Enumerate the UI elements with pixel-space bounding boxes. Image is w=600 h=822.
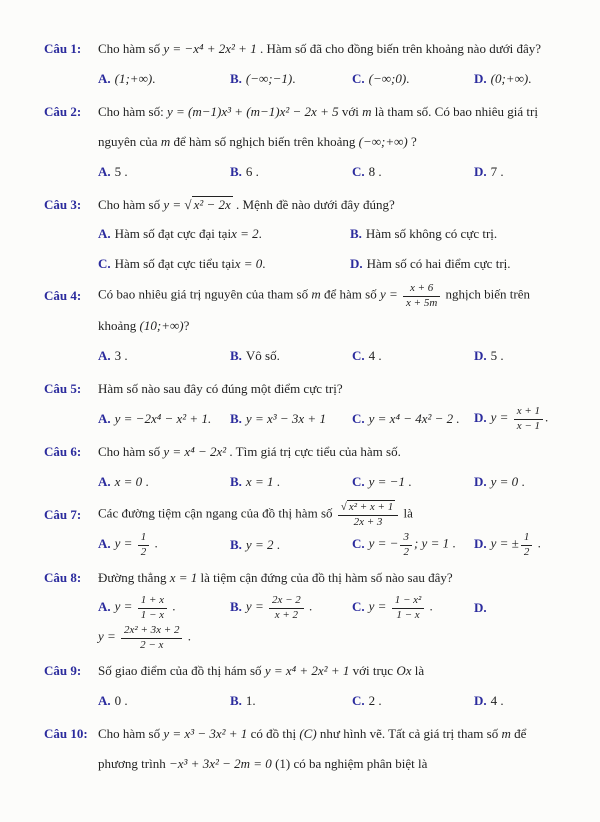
- text-run: Cho hàm số:: [98, 103, 167, 119]
- text-run: .: [169, 598, 176, 614]
- question-3: [44, 190, 574, 278]
- fraction-numerator: 1: [140, 531, 147, 544]
- text-run: phương trình: [98, 755, 169, 771]
- question-text: [98, 569, 574, 588]
- option-label: D.: [474, 600, 487, 615]
- option-label: B.: [230, 411, 242, 426]
- option-label: B.: [230, 693, 242, 708]
- option-c: [98, 250, 346, 278]
- text-run: Số giao điểm của đồ thị hám số: [98, 662, 265, 678]
- question-label: Câu 9:: [44, 663, 82, 678]
- math-run: y = (m−1)x³ + (m−1)x² − 2x + 5: [166, 103, 339, 119]
- option-d: [350, 250, 574, 278]
- math-fraction: [138, 594, 167, 621]
- text-run: Cho hàm số: [98, 196, 164, 212]
- question-text: [98, 40, 574, 59]
- text-run: .: [545, 409, 549, 425]
- text-run: .: [273, 474, 280, 489]
- option-label: C.: [352, 598, 365, 614]
- question-label: Câu 5:: [44, 381, 82, 396]
- math-run: (−∞;0): [368, 71, 407, 86]
- text-run: .: [426, 598, 433, 614]
- text-run: để hàm số: [320, 286, 380, 302]
- math-run: y = −x⁴ + 2x² + 1: [163, 40, 257, 56]
- question-line: [44, 374, 574, 404]
- text-run: Các đường tiệm cận ngang của đồ thị hàm số: [98, 505, 336, 521]
- fraction-numerator: 2x² + 3x + 2: [124, 624, 180, 637]
- text-run: .: [528, 71, 532, 86]
- question-5: [44, 374, 574, 434]
- math-fraction: [338, 501, 398, 528]
- option-label: B.: [230, 474, 242, 489]
- math-run: y = ±: [490, 535, 519, 551]
- text-run: có đồ thị: [247, 725, 300, 741]
- math-run: Ox: [396, 662, 412, 678]
- text-run: để hàm số nghịch biến trên khoảng: [170, 133, 359, 149]
- sqrt-expression: [341, 500, 395, 513]
- option-c: [352, 474, 470, 490]
- option-d: [474, 164, 574, 180]
- option-label: A.: [98, 693, 111, 708]
- options-row: [98, 593, 574, 623]
- math-run: x = 2: [231, 226, 259, 241]
- math-fraction: [269, 594, 304, 621]
- question-text: [98, 662, 574, 681]
- question-text: [98, 725, 574, 744]
- math-run: y =: [114, 535, 136, 551]
- options-row: [98, 467, 574, 497]
- radicand: x² + x + 1: [348, 501, 394, 514]
- math-run: ; y = 1: [413, 535, 450, 551]
- math-run: y =: [368, 598, 390, 614]
- math-run: y = −: [368, 535, 399, 551]
- text-run: khoảng: [98, 317, 140, 333]
- question-line: [44, 656, 574, 686]
- math-fraction: [121, 624, 182, 651]
- math-fraction: [521, 531, 533, 558]
- option-label: D.: [474, 693, 487, 708]
- text-run: là tham số. Có bao nhiêu giá trị: [371, 103, 538, 119]
- options-row: [98, 686, 574, 716]
- question-text: [98, 317, 574, 336]
- math-run: y =: [245, 598, 267, 614]
- option-c: [352, 164, 470, 180]
- option-label: C.: [352, 348, 365, 363]
- option-label: B.: [230, 598, 242, 614]
- fraction-numerator: x + 6: [410, 282, 434, 295]
- question-line: [44, 127, 574, 157]
- option-d: [474, 693, 574, 709]
- math-run: m: [501, 725, 511, 741]
- option-a: [98, 71, 226, 87]
- option-b: [230, 537, 348, 553]
- option-label: B.: [230, 537, 242, 552]
- option-label: A.: [98, 598, 111, 614]
- text-run: .: [518, 474, 525, 489]
- math-run: x = 1: [169, 569, 198, 585]
- option-c: [352, 594, 470, 621]
- question-text: [98, 133, 574, 152]
- question-text: [98, 443, 574, 462]
- option-label: A.: [98, 71, 111, 86]
- text-run: 7 .: [490, 164, 504, 179]
- fraction-denominator: 2x + 3: [338, 515, 398, 529]
- text-run: với: [338, 103, 363, 119]
- options-row: [98, 64, 574, 94]
- options-row: [98, 341, 574, 371]
- text-run: Hàm số nào sau đây có đúng một điểm cực trị?: [98, 380, 343, 396]
- option-label: D.: [350, 256, 363, 271]
- text-run: 3 .: [114, 348, 128, 363]
- option-a: [98, 531, 226, 558]
- text-run: .: [292, 71, 296, 86]
- text-run: Hàm số đạt cực đại tại: [114, 226, 232, 241]
- math-run: y =: [114, 598, 136, 614]
- text-run: . Mệnh đề nào dưới đây đúng?: [232, 196, 395, 212]
- math-run: y = x⁴ + 2x² + 1: [264, 662, 350, 678]
- math-run: y =: [98, 628, 120, 644]
- text-run: .: [534, 535, 541, 551]
- fraction-numerator: 1 + x: [140, 594, 164, 607]
- text-run: 4 .: [490, 693, 504, 708]
- option-a: [98, 220, 346, 248]
- option-d: [474, 531, 574, 558]
- fraction-denominator: x − 1: [514, 419, 543, 433]
- text-run: 6 .: [245, 164, 259, 179]
- math-run: y = x³ − 3x + 1: [245, 411, 326, 426]
- fraction-denominator: 2: [138, 545, 150, 559]
- math-fraction: [403, 282, 440, 309]
- question-line: [44, 563, 574, 593]
- math-run: y = 2: [245, 537, 274, 552]
- option-label: B.: [230, 164, 242, 179]
- option-label: D.: [474, 409, 487, 425]
- question-6: [44, 437, 574, 497]
- fraction-numerator: x + 1: [516, 405, 540, 418]
- question-line: [44, 281, 574, 311]
- text-run: . Tìm giá trị cực tiểu của hàm số.: [226, 443, 401, 459]
- question-text: [98, 103, 574, 122]
- text-run: .: [151, 535, 158, 551]
- option-a: [98, 693, 226, 709]
- text-run: 1.: [245, 693, 256, 708]
- math-run: x = 0: [114, 474, 143, 489]
- question-line: [44, 437, 574, 467]
- text-run: .: [258, 226, 262, 241]
- text-run: Vô số.: [245, 348, 280, 363]
- text-run: là: [400, 505, 413, 521]
- question-line: [44, 719, 574, 749]
- option-b: [230, 348, 348, 364]
- radical-sign: √: [340, 501, 347, 514]
- question-line: [44, 500, 574, 530]
- option-label: D.: [474, 348, 487, 363]
- option-c: [352, 693, 470, 709]
- option-label: B.: [350, 226, 362, 241]
- text-run: .: [406, 71, 410, 86]
- math-run: m: [362, 103, 372, 119]
- text-run: nguyên của: [98, 133, 161, 149]
- question-label: Câu 7:: [44, 507, 82, 522]
- option-a: [98, 474, 226, 490]
- option-label: D.: [474, 164, 487, 179]
- math-run: y = x⁴ − 4x² − 2 .: [368, 411, 460, 426]
- text-run: Đường thẳng: [98, 569, 170, 585]
- option-label: C.: [98, 256, 111, 271]
- text-run: Hàm số đạt cực tiểu tại: [114, 256, 235, 271]
- option-d: [474, 348, 574, 364]
- question-4: [44, 281, 574, 371]
- option-label: A.: [98, 226, 111, 241]
- options-row: [98, 404, 574, 434]
- option-a: [98, 411, 226, 427]
- text-run: Cho hàm số: [98, 725, 164, 741]
- fraction-denominator: 2 − x: [121, 638, 182, 652]
- option-label: C.: [352, 693, 365, 708]
- option-d: [474, 474, 574, 490]
- math-run: y = x⁴ − 2x²: [163, 443, 227, 459]
- math-run: y =: [490, 409, 512, 425]
- math-run: y =: [379, 286, 402, 302]
- question-10: [44, 719, 574, 779]
- option-b: [230, 164, 348, 180]
- question-label: Câu 3:: [44, 197, 82, 212]
- question-1: [44, 34, 574, 94]
- option-b: [230, 594, 348, 621]
- math-fraction: [392, 594, 425, 621]
- fraction-denominator: x + 2: [269, 608, 304, 622]
- option-d: [474, 600, 574, 616]
- question-9: [44, 656, 574, 716]
- option-label: B.: [230, 348, 242, 363]
- option-b: [230, 71, 348, 87]
- text-run: Cho hàm số: [98, 443, 164, 459]
- question-text: [98, 282, 574, 309]
- text-run: nghịch biến trên: [442, 286, 531, 302]
- fraction-numerator: 3: [403, 531, 409, 544]
- option-label: C.: [352, 164, 365, 179]
- text-run: 0 .: [114, 693, 128, 708]
- question-label: Câu 6:: [44, 444, 82, 459]
- sqrt-expression: [184, 196, 232, 212]
- text-run: .: [142, 474, 149, 489]
- text-run: .: [273, 537, 280, 552]
- fraction-numerator: 1: [523, 531, 530, 544]
- fraction-denominator: 2: [400, 545, 412, 559]
- question-line: [44, 190, 574, 220]
- math-run: (−∞;+∞): [358, 133, 408, 149]
- fraction-denominator: 2: [521, 545, 533, 559]
- option-label: D.: [474, 474, 487, 489]
- question-text: [98, 501, 574, 528]
- text-run: ?: [183, 317, 190, 333]
- text-run: ?: [407, 133, 417, 149]
- text-run: (1) có ba nghiệm phân biệt là: [271, 755, 428, 771]
- text-run: .: [449, 535, 456, 551]
- option-d: [474, 405, 574, 432]
- text-run: là: [411, 662, 425, 678]
- text-run: .: [184, 628, 191, 644]
- math-fraction: [400, 531, 412, 558]
- text-run: 2 .: [368, 693, 382, 708]
- text-run: 5 .: [114, 164, 128, 179]
- option-c: [352, 411, 470, 427]
- fraction-denominator: x + 5m: [403, 296, 440, 310]
- radical-sign: √: [184, 196, 192, 212]
- question-line: [44, 749, 574, 779]
- question-text: [98, 196, 574, 215]
- options-row: [98, 157, 574, 187]
- fraction-denominator: 1 − x: [138, 608, 167, 622]
- math-run: (C): [299, 725, 317, 741]
- option-label: A.: [98, 164, 111, 179]
- math-run: m: [311, 286, 321, 302]
- math-run: (1;+∞): [114, 71, 153, 86]
- option-d: [474, 71, 574, 87]
- text-run: 8 .: [368, 164, 382, 179]
- math-run: (−∞;−1): [245, 71, 293, 86]
- fraction-numerator: [338, 501, 398, 514]
- option-label: A.: [98, 348, 111, 363]
- text-run: . Hàm số đã cho đồng biến trên khoảng nào dưới đây?: [256, 40, 542, 56]
- math-run: x = 1: [245, 474, 274, 489]
- question-line: [44, 97, 574, 127]
- question-text: [98, 380, 574, 399]
- question-text: [98, 624, 574, 651]
- text-run: Hàm số không có cực trị.: [365, 226, 498, 241]
- radicand: x² − 2x: [193, 196, 231, 212]
- option-label: C.: [352, 71, 365, 86]
- math-fraction: [514, 405, 543, 432]
- text-run: .: [152, 71, 156, 86]
- options-row: [98, 220, 574, 278]
- math-run: y = −2x⁴ − x² + 1.: [114, 411, 212, 426]
- question-line: [44, 34, 574, 64]
- math-run: y =: [163, 196, 185, 212]
- text-run: Hàm số có hai điểm cực trị.: [366, 256, 511, 271]
- option-a: [98, 348, 226, 364]
- math-fraction: [138, 531, 150, 558]
- option-b: [230, 693, 348, 709]
- option-label: A.: [98, 411, 111, 426]
- question-8: [44, 563, 574, 653]
- text-run: .: [404, 474, 412, 489]
- option-label: D.: [474, 71, 487, 86]
- math-run: m: [160, 133, 171, 149]
- option-label: C.: [352, 535, 365, 551]
- question-line: [44, 311, 574, 341]
- option-c: [352, 71, 470, 87]
- option-label: B.: [230, 71, 242, 86]
- option-c: [352, 348, 470, 364]
- text-run: như hình vẽ. Tất cả giá trị tham số: [316, 725, 502, 741]
- question-label: Câu 8:: [44, 570, 82, 585]
- text-run: Cho hàm số: [98, 40, 164, 56]
- text-run: để: [510, 725, 527, 741]
- math-run: x = 0: [234, 256, 263, 271]
- math-run: y = x³ − 3x² + 1: [163, 725, 248, 741]
- text-run: 5 .: [490, 348, 504, 363]
- text-run: 4 .: [368, 348, 382, 363]
- math-run: −x³ + 3x² − 2m = 0: [168, 755, 272, 771]
- text-run: Có bao nhiêu giá trị nguyên của tham số: [98, 286, 312, 302]
- fraction-numerator: 1 − x²: [394, 594, 422, 607]
- fraction-numerator: 2x − 2: [271, 594, 301, 607]
- option-a: [98, 164, 226, 180]
- option-label: A.: [98, 535, 111, 551]
- text-run: .: [262, 256, 266, 271]
- option-label: D.: [474, 535, 487, 551]
- option-a: [98, 594, 226, 621]
- question-label: Câu 10:: [44, 726, 88, 741]
- option-b: [230, 411, 348, 427]
- text-run: là tiệm cận đứng của đồ thị hàm số nào sau đây?: [197, 569, 453, 585]
- option-label: A.: [98, 474, 111, 489]
- question-label: Câu 1:: [44, 41, 82, 56]
- question-2: [44, 97, 574, 187]
- math-run: (10;+∞): [139, 317, 184, 333]
- question-7: [44, 500, 574, 560]
- option-label: C.: [352, 411, 365, 426]
- math-run: y = 0: [490, 474, 519, 489]
- option-label: C.: [352, 474, 365, 489]
- question-label: Câu 4:: [44, 288, 82, 303]
- text-run: với trục: [349, 662, 397, 678]
- question-text: [98, 755, 574, 774]
- math-run: y = −1: [368, 474, 405, 489]
- fraction-denominator: 1 − x: [392, 608, 425, 622]
- question-label: Câu 2:: [44, 104, 82, 119]
- question-continuation-line: [44, 623, 574, 653]
- option-b: [230, 474, 348, 490]
- math-run: (0;+∞): [490, 71, 529, 86]
- option-c: [352, 531, 470, 558]
- options-row: [98, 530, 574, 560]
- option-b: [350, 220, 574, 248]
- text-run: .: [305, 598, 313, 614]
